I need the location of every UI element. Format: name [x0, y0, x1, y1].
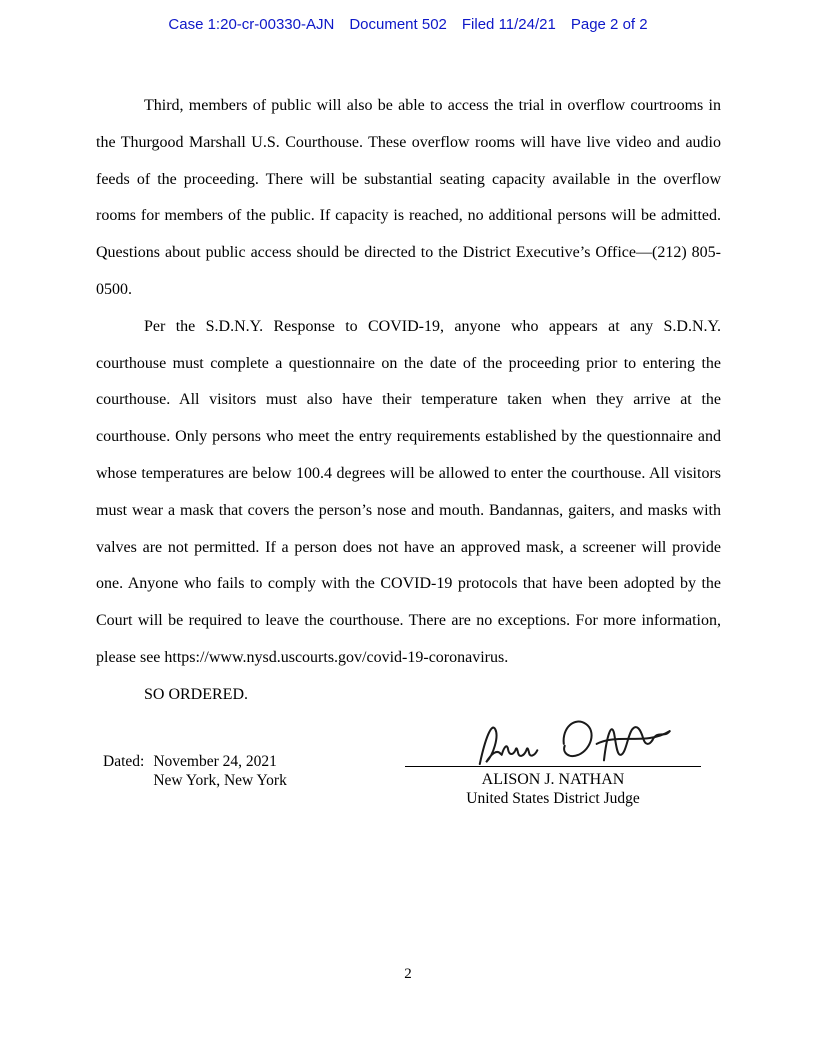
date-place: New York, New York — [153, 772, 287, 789]
dated-label: Dated: — [103, 753, 145, 770]
date-lines — [153, 752, 287, 790]
ecf-document-number: Document 502 — [349, 16, 447, 33]
judge-title: United States District Judge — [466, 790, 640, 807]
ecf-case-number: Case 1:20-cr-00330-AJN — [168, 16, 335, 33]
judge-name: ALISON J. NATHAN — [481, 771, 625, 788]
paragraph-overflow-courtrooms: Third, members of public will also be able to access the trial in overflow courtrooms in the Thurgood Marshall U.S. Courthouse. These overflow rooms will have live video and audio feeds of the proceeding. There will be substantial seating capacity available in the overflow rooms for members of the public. If capacity is reached, no additional persons will be admitted. Questions about public access should be directed to the District Executive’s Office—(212) 805-0500. — [96, 97, 721, 298]
so-ordered-line: SO ORDERED. — [144, 685, 249, 703]
page-number: 2 — [404, 966, 412, 982]
dated-block — [103, 752, 287, 790]
signature-block — [405, 706, 701, 808]
document-body — [96, 88, 721, 714]
paragraph-covid-protocols: Per the S.D.N.Y. Response to COVID-19, anyone who appears at any S.D.N.Y. courthouse must complete a questionnaire on the date of the proceeding prior to entering the courthouse. All visitors must also have their temperature taken when they arrive at the courthouse. Only persons who meet the entry requirements established by the questionnaire and whose temperatures are below 100.4 degrees will be allowed to enter the courthouse. All visitors must wear a mask that covers the person’s nose and mouth. Bandannas, gaiters, and masks with valves are not permitted. If a person does not have an approved mask, a screener will provide one. Anyone who fails to comply with the COVID-19 protocols that have been adopted by the Court will be required to leave the courthouse. There are no exceptions. For more information, please see https://www.nysd.uscourts.gov/covid-19-coronavirus. — [96, 317, 721, 666]
signature-line — [405, 766, 701, 767]
ecf-filed-date: Filed 11/24/21 — [461, 16, 556, 33]
ecf-page-count: Page 2 of 2 — [570, 16, 648, 33]
signature-image — [467, 706, 677, 780]
ecf-stamp — [0, 16, 816, 33]
date-value: November 24, 2021 — [153, 753, 277, 770]
